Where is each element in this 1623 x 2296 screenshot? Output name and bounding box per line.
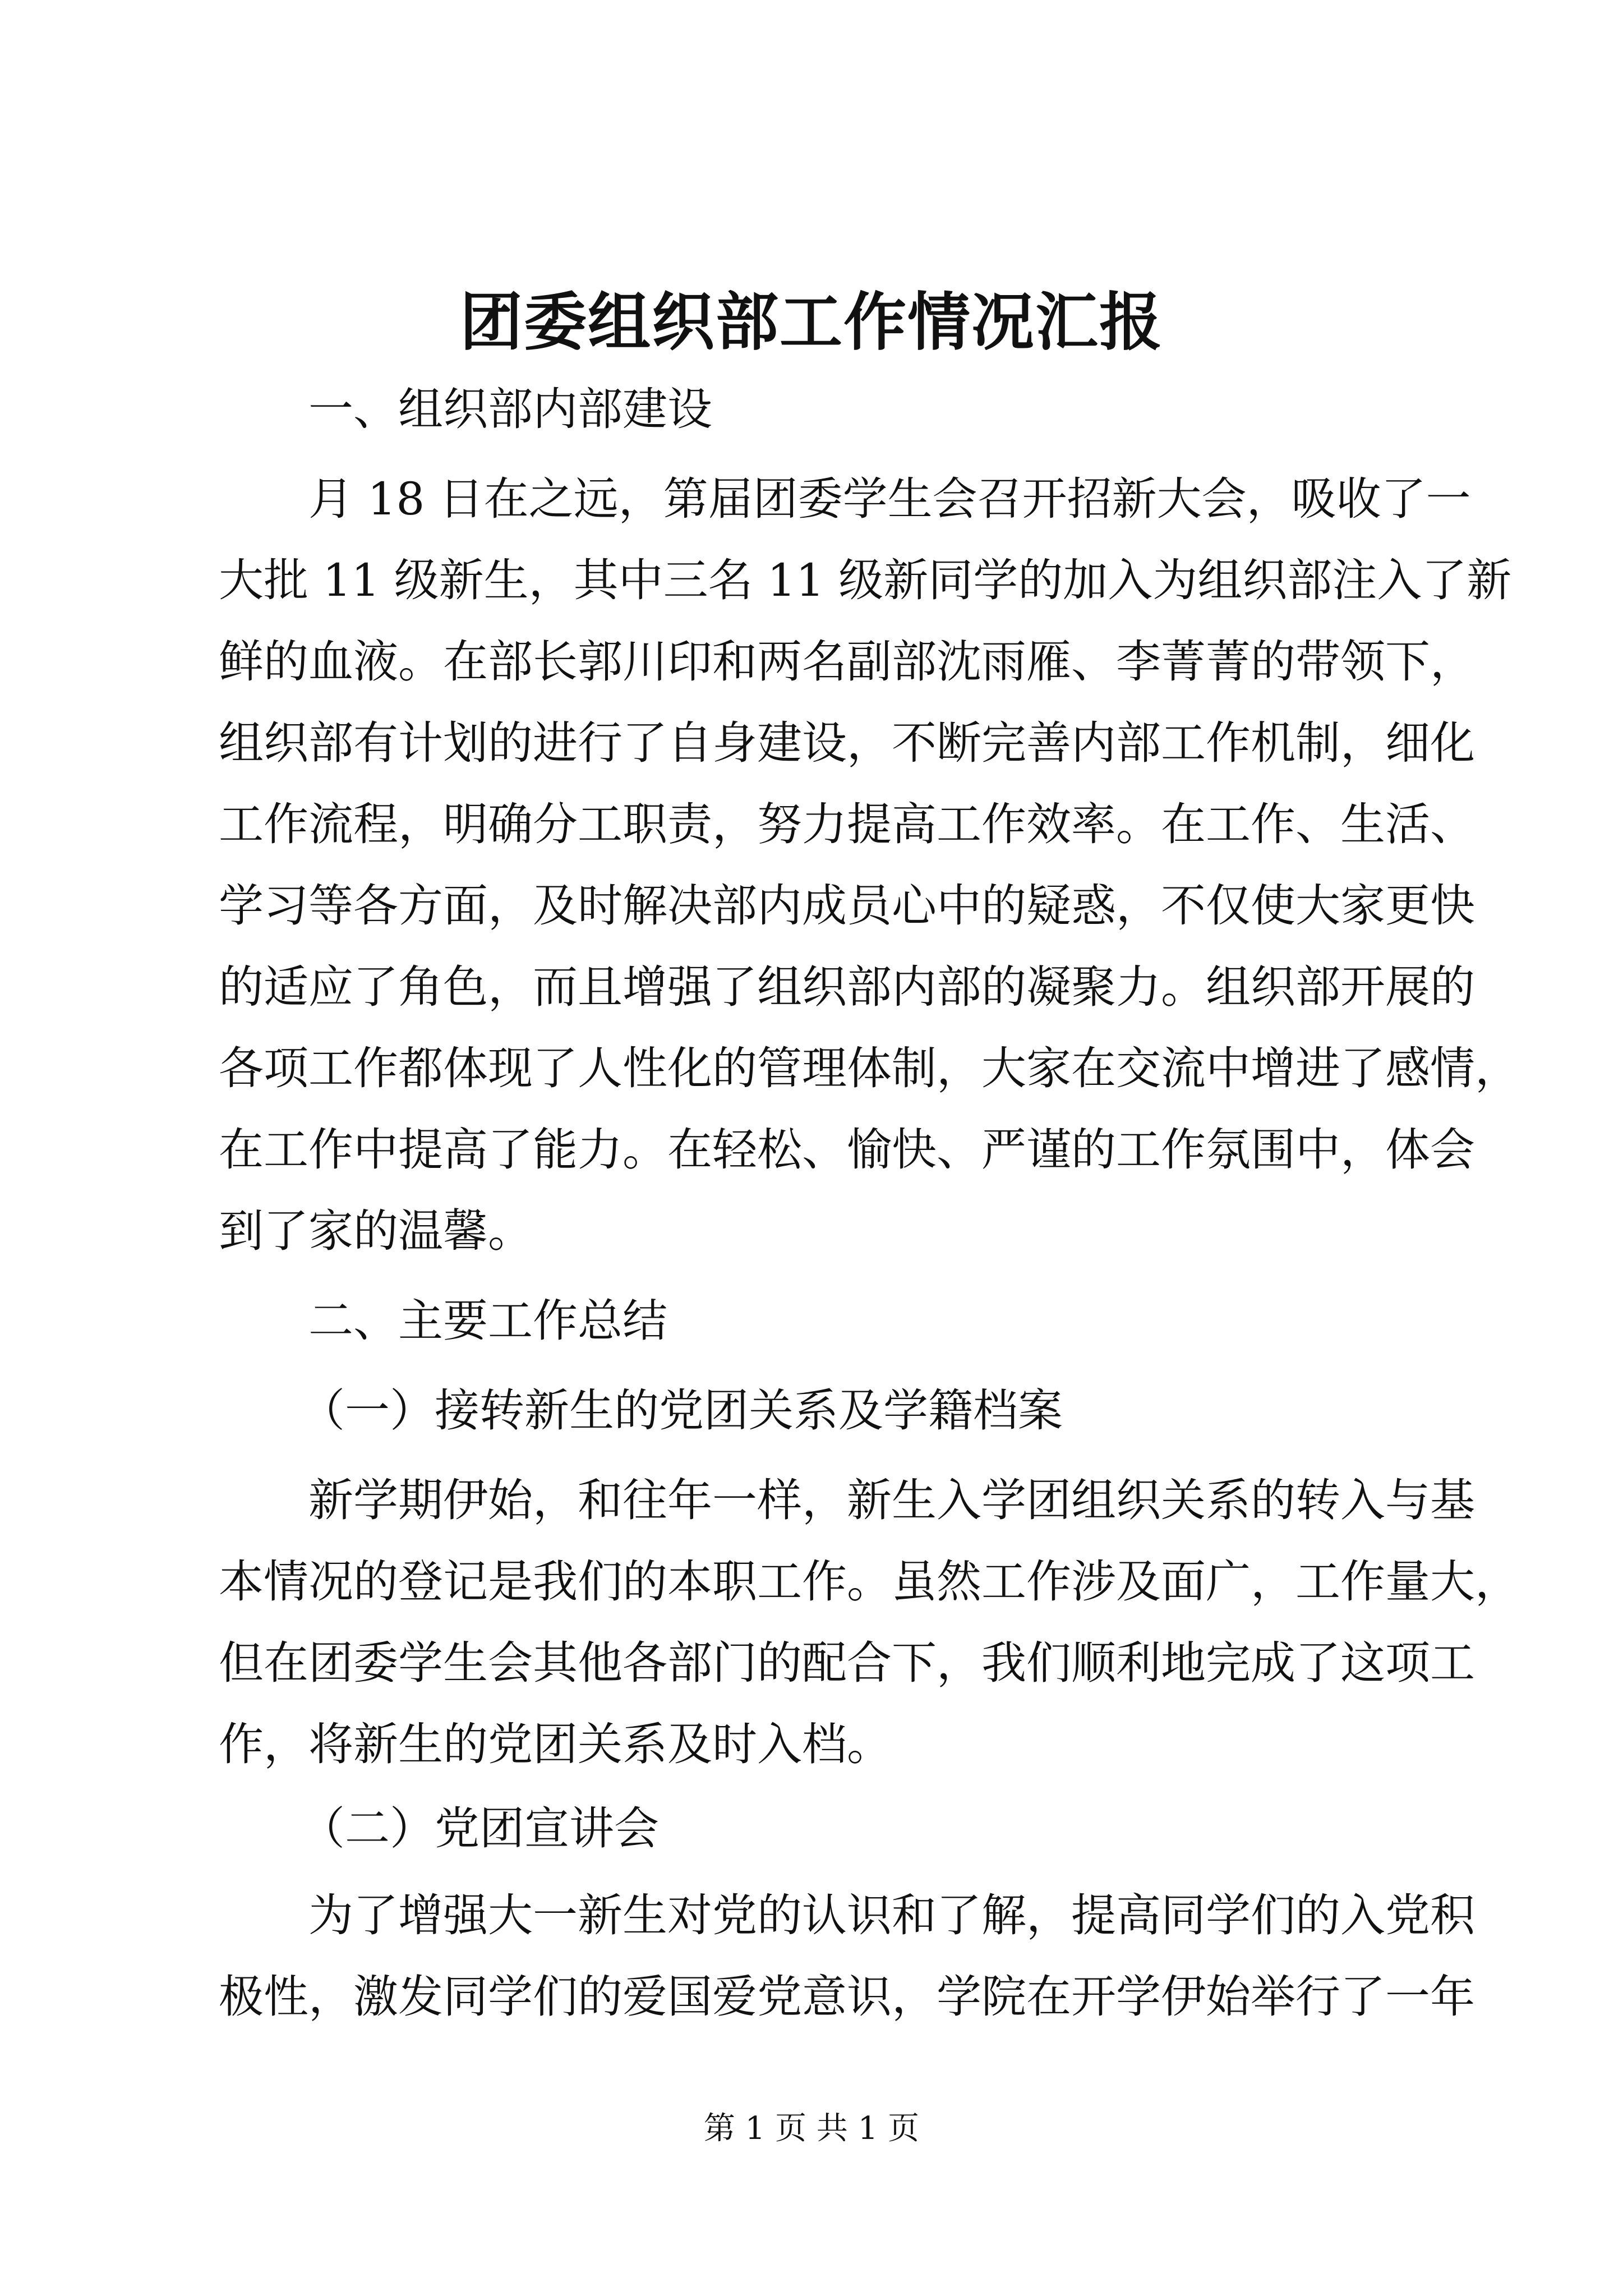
paragraph-2-line: 但在团委学生会其他各部门的配合下，我们顺利地完成了这项工 bbox=[219, 1637, 1475, 1689]
document-title: 团委组织部工作情况汇报 bbox=[460, 286, 1163, 359]
paragraph-1-line: 到了家的温馨。 bbox=[219, 1205, 533, 1257]
paragraph-1-line: 鲜的血液。在部长郭川印和两名副部沈雨雁、李菁菁的带领下， bbox=[219, 636, 1475, 688]
paragraph-2-line: 本情况的登记是我们的本职工作。虽然工作涉及面广，工作量大， bbox=[219, 1556, 1520, 1608]
paragraph-2-line: 作，将新生的党团关系及时入档。 bbox=[219, 1718, 892, 1770]
paragraph-1-line: 的适应了角色，而且增强了组织部内部的凝聚力。组织部开展的 bbox=[219, 961, 1475, 1013]
paragraph-1-line: 在工作中提高了能力。在轻松、愉快、严谨的工作氛围中，体会 bbox=[219, 1124, 1475, 1176]
paragraph-2-line: 新学期伊始，和往年一样，新生入学团组织关系的转入与基 bbox=[308, 1474, 1475, 1526]
section-heading-2: 二、主要工作总结 bbox=[308, 1295, 667, 1347]
page-footer: 第 1 页 共 1 页 bbox=[703, 2110, 920, 2147]
paragraph-1-line: 学习等各方面，及时解决部内成员心中的疑惑，不仅使大家更快 bbox=[219, 880, 1475, 932]
paragraph-1-line: 各项工作都体现了人性化的管理体制，大家在交流中增进了感情， bbox=[219, 1042, 1520, 1094]
paragraph-1-line: 大批 11 级新生，其中三名 11 级新同学的加入为组织部注入了新 bbox=[219, 554, 1512, 606]
section-heading-1: 一、组织部内部建设 bbox=[308, 383, 712, 435]
paragraph-1-line: 组织部有计划的进行了自身建设，不断完善内部工作机制，细化 bbox=[219, 717, 1475, 769]
subsection-heading-2: （二）党团宣讲会 bbox=[300, 1802, 659, 1855]
subsection-heading-1: （一）接转新生的党团关系及学籍档案 bbox=[300, 1384, 1063, 1437]
paragraph-1-line: 月 18 日在之远，第届团委学生会召开招新大会，吸收了一 bbox=[308, 473, 1471, 525]
paragraph-1-line: 工作流程，明确分工职责，努力提高工作效率。在工作、生活、 bbox=[219, 798, 1475, 850]
paragraph-3-line: 极性，激发同学们的爱国爱党意识，学院在开学伊始举行了一年 bbox=[219, 1971, 1475, 2023]
paragraph-3-line: 为了增强大一新生对党的认识和了解，提高同学们的入党积 bbox=[308, 1889, 1475, 1941]
